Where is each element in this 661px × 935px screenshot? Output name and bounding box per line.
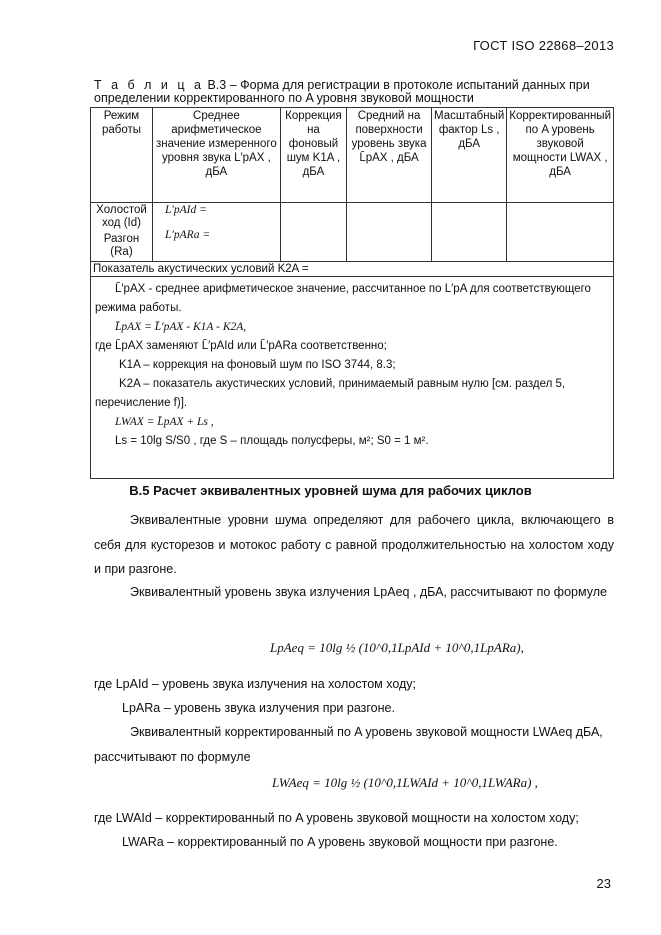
table-row [91,203,614,262]
section-title: В.5 Расчет эквивалентных уровней шума для рабочих циклов [129,483,532,498]
header-correction: Коррекция на фоновый шум K1A , дБА [280,108,346,203]
header-mode: Режим работы [91,108,153,203]
caption-text: В.3 – Форма для регистрации в протоколе испытаний данных при определении корректированного по A уровня звуковой мощности [94,78,590,105]
paragraph: где LpAId – уровень звука излучения на холостом ходу; [94,677,417,691]
running-header: ГОСТ ISO 22868–2013 [473,38,614,53]
empty-cell [507,203,614,262]
empty-cell [432,203,507,262]
note-k2a: K2A – показатель акустических условий, принимаемый равным нулю [см. раздел 5, перечисление f)]. [95,378,566,409]
paragraph: Эквивалентный корректированный по A уровень звуковой мощности LWAeq дБА, рассчитывают по формуле [94,725,603,764]
note-lwax: LWAX = L̄pAX + Ls , [115,416,214,428]
note-ls: Ls = 10lg S/S0 , где S – площадь полусферы, м²; S0 = 1 м². [115,435,429,447]
row-values [152,203,280,262]
paragraph: Эквивалентный уровень звука излучения LpAeq , дБА, рассчитывают по формуле [130,585,607,599]
notes-row [91,277,614,479]
note-mean: L̄′pAX - среднее арифметическое значение, рассчитанное по L′pA для соответствующего режима работы. [95,283,591,314]
header-mean: Среднее арифметическое значение измеренного уровня звука L′pAX , дБА [152,108,280,203]
header-scale-factor: Масштабный фактор Ls , дБА [432,108,507,203]
row-modes [91,203,153,262]
paragraph: где LWAId – корректированный по A уровень звуковой мощности на холостом ходу; [94,811,579,825]
formula-lwaeq: LWAeq = 10lg ½ (10^0,1LWAId + 10^0,1LWARa) , [272,775,538,790]
registration-table [90,107,614,479]
formula-lpaeq: LpAeq = 10lg ½ (10^0,1LpAId + 10^0,1LpARa), [270,640,524,655]
value-race: L′pARa = [164,229,211,241]
paragraph: LpARa – уровень звука излучения при разгоне. [122,701,395,715]
table-header-row [91,108,614,203]
header-surface-level: Средний на поверхности уровень звука L̄pAX , дБА [347,108,432,203]
table-caption [94,79,614,105]
page-number: 23 [596,876,611,891]
acoustic-conditions: Показатель акустических условий K2A = [91,262,614,277]
note-formula: L̄pAX = L̄′pAX - K1A - K2A, [115,321,247,333]
empty-cell [280,203,346,262]
note-k1a: K1A – коррекция на фоновый шум по ISO 3744, 8.3; [119,359,396,371]
value-idle: L′pAId = [164,204,207,216]
empty-cell [347,203,432,262]
acoustic-row [91,262,614,277]
header-power-level: Корректированный по A уровень звуковой мощности LWAX , дБА [507,108,614,203]
note-replace: где L̄pAX заменяют L̄′pAId или L̄′pARa соответственно; [95,340,387,352]
mode-race: Разгон (Ra) [103,233,140,258]
caption-prefix: Т а б л и ц а [94,78,204,92]
mode-idle: Холостой ход (Id) [96,204,147,229]
notes-cell [91,277,614,479]
paragraph: LWARa – корректированный по A уровень звуковой мощности при разгоне. [122,835,558,849]
paragraph: Эквивалентные уровни шума определяют для рабочего цикла, включающего в себя для кусторезов и мотокос работу с равной продолжительностью на холостом ходу и при разгоне. [94,513,614,576]
